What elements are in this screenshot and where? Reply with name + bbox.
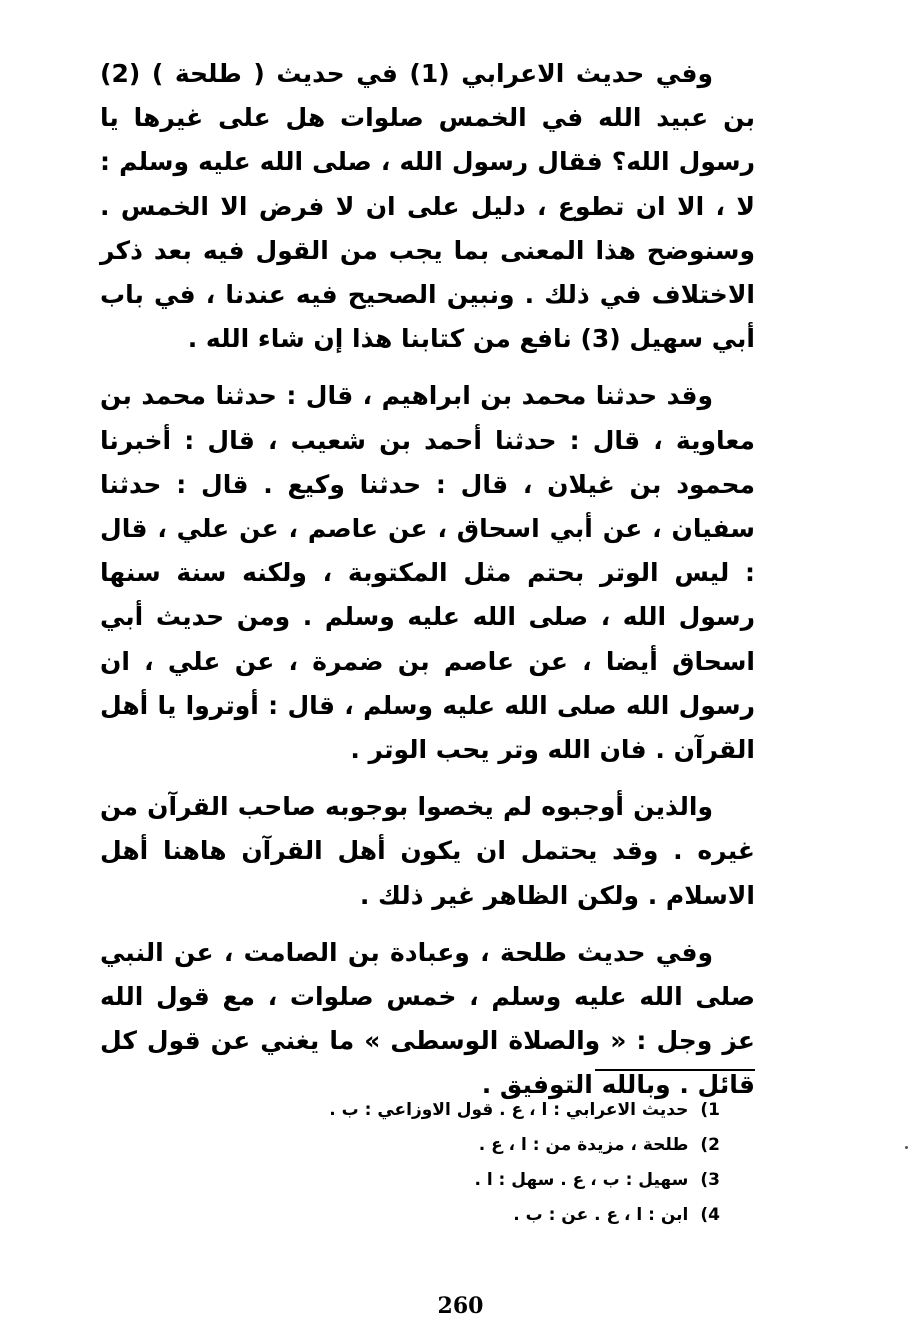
- main-text: [100, 52, 755, 1108]
- footnote-text: سهيل : ب ، ع . سهل : ا .: [474, 1170, 689, 1190]
- page-number: 260: [437, 1293, 484, 1319]
- paragraph-4: وفي حديث طلحة ، وعبادة بن الصامت ، عن النبي صلى الله عليه وسلم ، خمس صلوات ، مع قول الله عز وجل : « والصلاة الوسطى » ما يغني عن قول كل قائل . وبالله التوفيق .: [100, 937, 755, 1100]
- footnote-number: 3): [700, 1170, 720, 1190]
- paragraph-3: والذين أوجبوه لم يخصوا بوجوبه صاحب القرآن من غيره . وقد يحتمل ان يكون أهل القرآن هاهنا أهل الاسلام . ولكن الظاهر غير ذلك .: [100, 792, 755, 910]
- footnote-2: [240, 1128, 720, 1163]
- paragraph-2: وقد حدثنا محمد بن ابراهيم ، قال : حدثنا محمد بن معاوية ، قال : حدثنا أحمد بن شعيب ، قال : أخبرنا محمود بن غيلان ، قال : حدثنا وكيع . قال : حدثنا سفيان ، عن أبي اسحاق ، عن عاصم ، عن علي ، قال : ليس الوتر بحتم مثل المكتوبة ، ولكنه سنة سنها رسول الله ، صلى الله عليه وسلم . ومن حديث أبي اسحاق أيضا ، عن عاصم بن ضمرة ، عن علي ، ان رسول الله صلى الله عليه وسلم ، قال : أوتروا يا أهل القرآن . فان الله وتر يحب الوتر .: [100, 381, 755, 765]
- footnote-number: 2): [700, 1135, 720, 1155]
- footnote-1: [240, 1093, 720, 1128]
- footnote-text: طلحة ، مزيدة من : ا ، ع .: [478, 1135, 689, 1155]
- footnote-divider: [595, 1069, 755, 1071]
- scan-speck: [905, 1146, 908, 1149]
- footnote-text: حديث الاعرابي : ا ، ع . قول الاوزاعي : ب .: [329, 1100, 689, 1120]
- footnote-text: ابن : ا ، ع . عن : ب .: [513, 1205, 689, 1225]
- footnote-number: 4): [700, 1205, 720, 1225]
- footnotes: [240, 1093, 720, 1233]
- paragraph-1: وفي حديث الاعرابي (1) في حديث ( طلحة ) (2) بن عبيد الله في الخمس صلوات هل على غيرها يا رسول الله؟ فقال رسول الله ، صلى الله عليه وسلم : لا ، الا ان تطوع ، دليل على ان لا فرض الا الخمس . وسنوضح هذا المعنى بما يجب من القول فيه بعد ذكر الاختلاف في ذلك . ونبين الصحيح فيه عندنا ، في باب أبي سهيل (3) نافع من كتابنا هذا إن شاء الله .: [100, 59, 755, 354]
- footnote-4: [240, 1198, 720, 1233]
- footnote-number: 1): [700, 1100, 720, 1120]
- footnote-3: [240, 1163, 720, 1198]
